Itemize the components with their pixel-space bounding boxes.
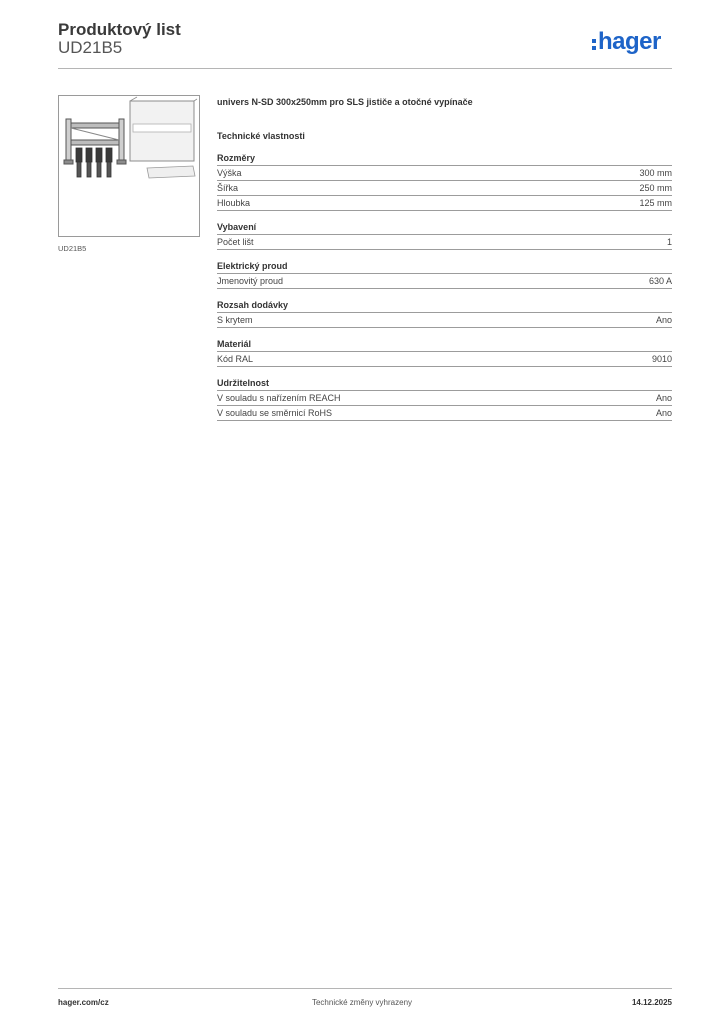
property-value: 250 mm bbox=[639, 183, 672, 193]
property-label: Jmenovitý proud bbox=[217, 276, 284, 286]
footer-notice: Technické změny vyhrazeny bbox=[311, 998, 413, 1007]
logo-colon-icon bbox=[592, 39, 596, 50]
property-row bbox=[217, 196, 672, 211]
property-row bbox=[217, 235, 672, 250]
property-row bbox=[217, 406, 672, 421]
property-label: Počet lišt bbox=[217, 237, 254, 247]
page-title: Produktový list bbox=[58, 20, 181, 39]
product-description: univers N-SD 300x250mm pro SLS jističe a otočné vypínače bbox=[217, 97, 473, 107]
blank-strip-icon bbox=[147, 166, 195, 178]
logo-text: hager bbox=[598, 28, 661, 55]
footer-website-link[interactable]: hager.com/cz bbox=[58, 998, 109, 1007]
property-value: 1 bbox=[666, 237, 672, 247]
section-title: Rozsah dodávky bbox=[217, 299, 672, 313]
section-title: Elektrický proud bbox=[217, 260, 672, 274]
property-label: Výška bbox=[217, 168, 242, 178]
section-electric-current bbox=[217, 260, 672, 289]
product-code: UD21B5 bbox=[58, 38, 123, 57]
product-details bbox=[217, 96, 672, 421]
property-row bbox=[217, 166, 672, 181]
property-value: 9010 bbox=[651, 354, 672, 364]
cover-panel-icon bbox=[130, 97, 197, 161]
property-row bbox=[217, 274, 672, 289]
property-label: V souladu se směrnicí RoHS bbox=[217, 408, 333, 418]
property-row bbox=[217, 391, 672, 406]
property-label: Šířka bbox=[217, 183, 239, 193]
product-illustration bbox=[59, 96, 199, 236]
footer-date: 14.12.2025 bbox=[631, 998, 672, 1007]
section-equipment bbox=[217, 221, 672, 250]
section-scope-of-delivery bbox=[217, 299, 672, 328]
property-label: Kód RAL bbox=[217, 354, 254, 364]
property-value: 300 mm bbox=[639, 168, 672, 178]
section-title: Materiál bbox=[217, 338, 672, 352]
section-title: Udržitelnost bbox=[217, 377, 672, 391]
property-value: 125 mm bbox=[639, 198, 672, 208]
footer-divider bbox=[58, 988, 672, 989]
section-title: Rozměry bbox=[217, 152, 672, 166]
section-sustainability bbox=[217, 377, 672, 421]
property-value: Ano bbox=[655, 408, 672, 418]
hager-logo bbox=[592, 29, 661, 55]
property-value: 630 A bbox=[648, 276, 672, 286]
terminal-block-icon bbox=[76, 148, 112, 177]
property-value: Ano bbox=[655, 393, 672, 403]
property-row bbox=[217, 313, 672, 328]
property-label: Hloubka bbox=[217, 198, 251, 208]
property-row bbox=[217, 352, 672, 367]
section-material bbox=[217, 338, 672, 367]
product-image bbox=[58, 95, 200, 237]
mounting-rail-icon bbox=[64, 119, 126, 164]
technical-properties-title: Technické vlastnosti bbox=[217, 131, 305, 141]
header-divider bbox=[58, 68, 672, 69]
image-caption: UD21B5 bbox=[58, 244, 87, 253]
property-label: V souladu s nařízením REACH bbox=[217, 393, 341, 403]
property-label: S krytem bbox=[217, 315, 253, 325]
property-row bbox=[217, 181, 672, 196]
property-value: Ano bbox=[655, 315, 672, 325]
section-dimensions bbox=[217, 152, 672, 211]
section-title: Vybavení bbox=[217, 221, 672, 235]
